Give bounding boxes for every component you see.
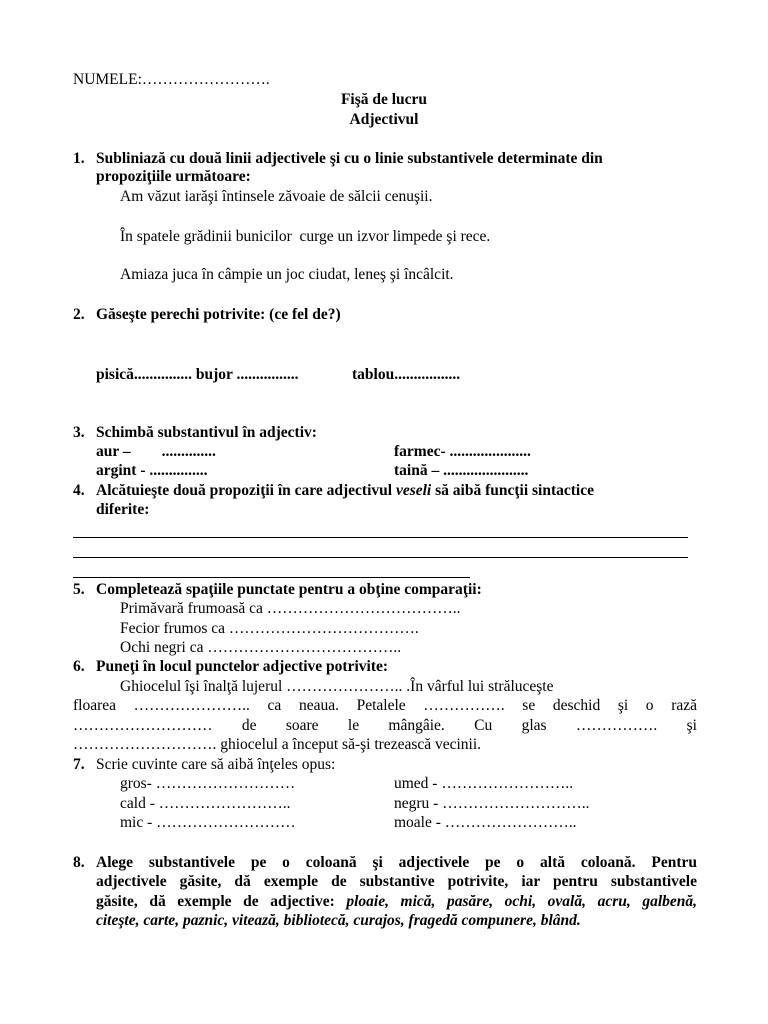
exercise-7-item: gros- ……………………… — [120, 775, 296, 792]
exercise-7-item: negru - ……………………….. — [394, 795, 590, 812]
exercise-6-instruction: Puneţi în locul punctelor adjective potrivite: — [96, 658, 389, 675]
name-field-label: NUMELE:……………………. — [73, 71, 270, 88]
exercise-1-instruction-line1: Subliniază cu două linii adjectivele şi cu o linie substantivele determinate din — [96, 150, 603, 167]
exercise-5-instruction: Completează spaţiile punctate pentru a obţine comparaţii: — [96, 581, 482, 598]
keyword-veseli: veseli — [395, 482, 432, 499]
exercise-8-line: Alege substantivele pe o coloană şi adjectivele pe o altă coloană. Pentru — [96, 854, 697, 871]
exercise-6-number: 6. — [73, 658, 85, 675]
exercise-6-text-line: Ghiocelul îşi înalţă lujerul ………………….. .În vârful lui străluceşte — [120, 678, 554, 695]
exercise-2-number: 2. — [73, 306, 85, 323]
exercise-5-number: 5. — [73, 581, 85, 598]
exercise-2-pair: pisică............... bujor ................ — [96, 366, 299, 383]
exercise-5-item: Primăvară frumoasă ca ……………………………….. — [120, 600, 461, 617]
exercise-6-text-line: ……………………… de soare le mângâie. Cu glas ……………. şi — [73, 717, 697, 734]
answer-line — [73, 557, 688, 558]
exercise-5-item: Ochi negri ca ……………………………….. — [120, 639, 402, 656]
exercise-7-item: cald - …………………….. — [120, 795, 291, 812]
page-subtitle: Adjectivul — [349, 111, 419, 128]
exercise-7-number: 7. — [73, 756, 85, 773]
word-list: citeşte, carte, paznic, vitează, bibliotecă, curajos, fragedă compunere, blând. — [96, 912, 581, 929]
page-title: Fişă de lucru — [340, 91, 428, 108]
exercise-1-sentence: Am văzut iarăşi întinsele zăvoaie de sălcii cenuşii. — [120, 188, 433, 205]
exercise-1-number: 1. — [73, 150, 85, 167]
exercise-4-number: 4. — [73, 482, 85, 499]
exercise-7-item: moale - …………………….. — [394, 814, 577, 831]
exercise-1-sentence: Amiaza juca în câmpie un joc ciudat, leneş şi încâlcit. — [120, 266, 454, 283]
word-list: ploaie, mică, pasăre, ochi, ovală, acru, galbenă, — [346, 893, 697, 910]
exercise-3-item: taină – ...................... — [394, 462, 529, 479]
exercise-6-text-line: floarea ………………….. ca neaua. Petalele ……………. se deschid şi o rază — [73, 697, 697, 714]
exercise-2-instruction: Găseşte perechi potrivite: (ce fel de?) — [96, 306, 341, 323]
exercise-7-instruction: Scrie cuvinte care să aibă înţeles opus: — [96, 756, 336, 773]
exercise-1-sentence: În spatele grădinii bunicilor curge un izvor limpede şi rece. — [120, 228, 491, 245]
exercise-8-line: adjectivele găsite, dă exemple de substantive potrivite, iar pentru substantivele — [96, 873, 697, 890]
exercise-7-item: umed - …………………….. — [394, 775, 574, 792]
exercise-4-instruction-line2: diferite: — [96, 501, 150, 518]
exercise-3-instruction: Schimbă substantivul în adjectiv: — [96, 424, 317, 441]
exercise-3-item: argint - ............... — [96, 462, 208, 479]
exercise-2-pair: tablou................. — [352, 366, 461, 383]
exercise-4-instruction-line1: Alcătuieşte două propoziţii în care adjectivul veseli să aibă funcţii sintactice — [96, 482, 594, 499]
exercise-1-instruction-line2: propoziţiile următoare: — [96, 168, 251, 185]
exercise-8-line: găsite, dă exemple de adjective: ploaie, mică, pasăre, ochi, ovală, acru, galbenă, — [96, 893, 697, 910]
answer-line — [73, 577, 470, 578]
exercise-8-number: 8. — [73, 854, 85, 871]
exercise-6-text-line: ………………………. ghiocelul a început să-şi trezească vecinii. — [73, 736, 482, 753]
answer-line — [73, 537, 688, 538]
exercise-3-item: farmec- ..................... — [394, 443, 531, 460]
exercise-5-item: Fecior frumos ca ………………………………. — [120, 620, 419, 637]
exercise-3-item: aur – .............. — [96, 443, 216, 460]
exercise-7-item: mic - ……………………… — [120, 814, 296, 831]
exercise-3-number: 3. — [73, 424, 85, 441]
